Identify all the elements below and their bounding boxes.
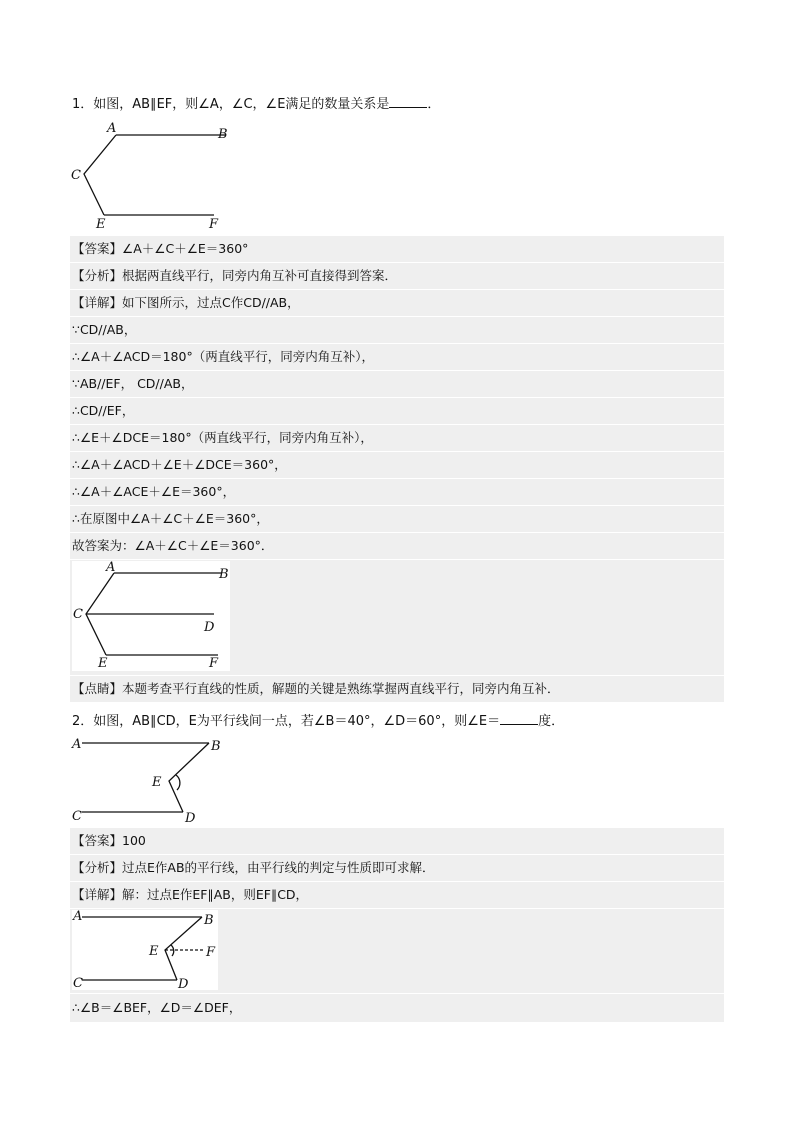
label-c: C — [71, 168, 81, 183]
label-b: B — [211, 739, 221, 754]
solution-q2 — [70, 828, 724, 1023]
label-b: B — [204, 913, 214, 928]
line-bed — [165, 917, 202, 980]
solution-q1 — [70, 236, 724, 703]
question-2 — [72, 712, 564, 731]
q1-step: ∵AB//EF， CD//AB， — [70, 371, 724, 398]
q1-step: ∵CD//AB， — [70, 317, 724, 344]
label-e: E — [98, 656, 108, 671]
question-2-end: 度． — [538, 714, 565, 729]
q1-answer: 【答案】∠A＋∠C＋∠E＝360° — [70, 236, 724, 263]
q1-point: 【点睛】本题考查平行直线的性质，解题的关键是熟练掌握两直线平行，同旁内角互补． — [70, 676, 724, 703]
q1-step: ∴∠A＋∠ACD＝180°（两直线平行，同旁内角互补）， — [70, 344, 724, 371]
q1-detail: 【详解】如下图所示，过点C作CD//AB， — [70, 290, 724, 317]
question-1-end: ． — [427, 97, 441, 112]
label-e: E — [149, 944, 159, 959]
label-b: B — [219, 567, 229, 582]
label-e: E — [152, 775, 162, 790]
figure-q1 — [66, 118, 236, 233]
q1-solution-figure-row — [70, 560, 724, 676]
label-a: A — [72, 737, 82, 752]
q1-analysis: 【分析】根据两直线平行，同旁内角互补可直接得到答案． — [70, 263, 724, 290]
label-d: D — [185, 811, 196, 826]
figure-q2 — [66, 732, 236, 827]
q2-detail: 【详解】解：过点E作EF∥AB，则EF∥CD， — [70, 882, 724, 909]
label-c: C — [73, 607, 83, 622]
label-a: A — [106, 561, 116, 575]
label-f: F — [209, 217, 219, 232]
question-2-text: 2．如图，AB∥CD，E为平行线间一点，若∠B＝40°，∠D＝60°，则∠E＝ — [72, 714, 501, 729]
q2-step: ∴∠B＝∠BEF，∠D＝∠DEF， — [70, 994, 724, 1023]
label-a: A — [107, 121, 117, 136]
figure-q2-solution — [72, 910, 218, 990]
q1-step: ∴CD//EF， — [70, 398, 724, 425]
label-c: C — [73, 976, 83, 990]
label-c: C — [72, 809, 82, 824]
question-1 — [72, 95, 440, 114]
line-ace — [84, 135, 116, 215]
q1-step: ∴∠E＋∠DCE＝180°（两直线平行，同旁内角互补）， — [70, 425, 724, 452]
q2-analysis: 【分析】过点E作AB的平行线，由平行线的判定与性质即可求解． — [70, 855, 724, 882]
label-f: F — [206, 945, 216, 960]
q2-answer: 【答案】100 — [70, 828, 724, 855]
answer-blank — [389, 95, 427, 108]
label-d: D — [178, 977, 189, 990]
angle-arc — [176, 775, 180, 790]
q1-step: ∴∠A＋∠ACE＋∠E＝360°， — [70, 479, 724, 506]
label-d: D — [204, 620, 215, 635]
label-f: F — [209, 656, 219, 671]
figure-q1-solution — [72, 561, 230, 671]
label-a: A — [73, 910, 83, 924]
answer-blank — [500, 712, 538, 725]
line-bed — [169, 743, 209, 812]
q1-step: 故答案为：∠A＋∠C＋∠E＝360°． — [70, 533, 724, 560]
q1-step: ∴在原图中∠A＋∠C＋∠E＝360°， — [70, 506, 724, 533]
q2-solution-figure-row — [70, 909, 724, 994]
question-1-text: 1．如图，AB∥EF，则∠A，∠C，∠E满足的数量关系是 — [72, 97, 390, 112]
q1-step: ∴∠A＋∠ACD＋∠E＋∠DCE＝360°， — [70, 452, 724, 479]
label-b: B — [218, 127, 228, 142]
label-e: E — [96, 217, 106, 232]
